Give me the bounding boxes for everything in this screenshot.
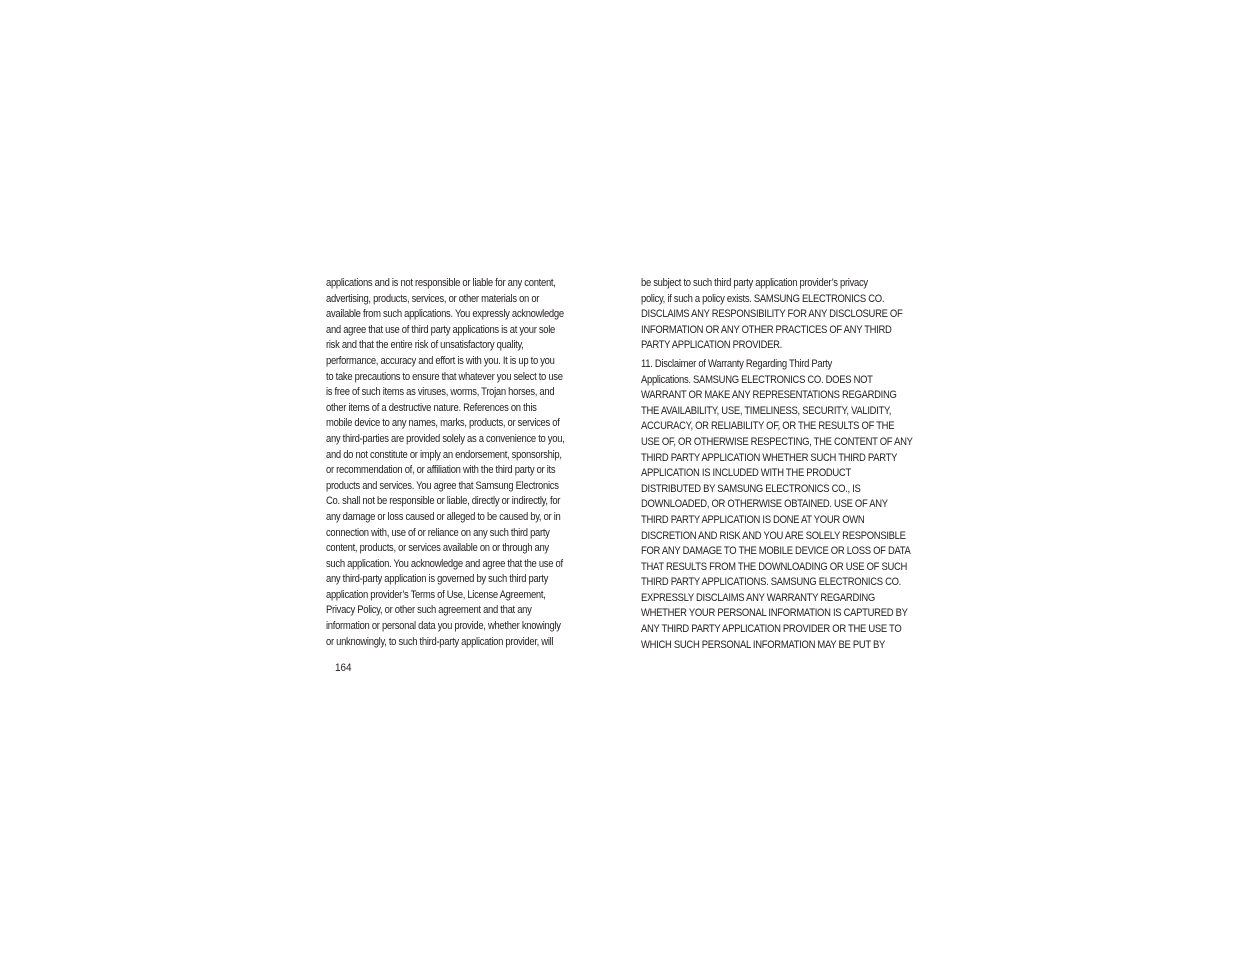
- text-line: Privacy Policy, or other such agreement and that any: [326, 604, 532, 617]
- text-line: products and services. You agree that Samsung Electronics: [326, 479, 559, 492]
- text-line: Applications. SAMSUNG ELECTRONICS CO. DOES NOT: [641, 373, 873, 386]
- right-column: [641, 276, 931, 653]
- text-line: FOR ANY DAMAGE TO THE MOBILE DEVICE OR LOSS OF DATA: [641, 545, 911, 558]
- text-line: or unknowingly, to such third-party application provider, will: [326, 635, 554, 648]
- text-line: ACCURACY, OR RELIABILITY OF, OR THE RESULTS OF THE: [641, 420, 895, 433]
- text-line: any third-party application is governed by such third party: [326, 573, 549, 586]
- text-line: any third-parties are provided solely as a convenience to you,: [326, 432, 565, 445]
- text-line: DISTRIBUTED BY SAMSUNG ELECTRONICS CO., IS: [641, 482, 861, 495]
- text-line: available from such applications. You expressly acknowledge: [326, 308, 564, 321]
- text-line: applications and is not responsible or liable for any content,: [326, 277, 556, 289]
- text-line: THIRD PARTY APPLICATION WHETHER SUCH THIRD PARTY: [641, 451, 898, 464]
- text-line: EXPRESSLY DISCLAIMS ANY WARRANTY REGARDING: [641, 591, 875, 604]
- text-line: content, products, or services available on or through any: [326, 542, 549, 555]
- privacy-paragraph: [641, 276, 931, 354]
- text-line: 11. Disclaimer of Warranty Regarding Third Party: [641, 357, 832, 370]
- text-line: WARRANT OR MAKE ANY REPRESENTATIONS REGARDING: [641, 389, 897, 402]
- warranty-disclaimer-paragraph: [641, 357, 931, 653]
- text-line: THIRD PARTY APPLICATIONS. SAMSUNG ELECTRONICS CO.: [641, 576, 902, 589]
- text-line: is free of such items as viruses, worms, Trojan horses, and: [326, 386, 555, 399]
- text-line: WHICH SUCH PERSONAL INFORMATION MAY BE PUT BY: [641, 638, 886, 651]
- text-line: and do not constitute or imply an endorsement, sponsorship,: [326, 448, 562, 461]
- text-line: any damage or loss caused or alleged to be caused by, or in: [326, 510, 561, 523]
- text-line: information or personal data you provide, whether knowingly: [326, 620, 561, 633]
- text-line: WHETHER YOUR PERSONAL INFORMATION IS CAPTURED BY: [641, 607, 908, 620]
- page-number: 164: [335, 662, 352, 674]
- text-line: such application. You acknowledge and agree that the use of: [326, 557, 563, 570]
- text-line: or recommendation of, or affiliation with the third party or its: [326, 464, 556, 477]
- text-line: THIRD PARTY APPLICATION IS DONE AT YOUR OWN: [641, 513, 865, 526]
- text-line: policy, if such a policy exists. SAMSUNG ELECTRONICS CO.: [641, 292, 885, 305]
- text-line: Co. shall not be responsible or liable, directly or indirectly, for: [326, 495, 561, 508]
- text-line: ANY THIRD PARTY APPLICATION PROVIDER OR THE USE TO: [641, 623, 902, 636]
- text-line: other items of a destructive nature. References on this: [326, 401, 537, 414]
- text-line: be subject to such third party application provider’s privacy: [641, 277, 868, 289]
- text-line: PARTY APPLICATION PROVIDER.: [641, 339, 782, 352]
- text-line: application provider’s Terms of Use, License Agreement,: [326, 588, 546, 601]
- text-line: to take precautions to ensure that whatever you select to use: [326, 370, 563, 383]
- text-line: USE OF, OR OTHERWISE RESPECTING, THE CONTENT OF ANY: [641, 435, 913, 448]
- text-line: APPLICATION IS INCLUDED WITH THE PRODUCT: [641, 467, 851, 480]
- text-line: performance, accuracy and effort is with you. It is up to you: [326, 354, 555, 367]
- text-line: connection with, use of or reliance on any such third party: [326, 526, 550, 539]
- text-line: THE AVAILABILITY, USE, TIMELINESS, SECURITY, VALIDITY,: [641, 404, 892, 417]
- text-line: THAT RESULTS FROM THE DOWNLOADING OR USE OF SUCH: [641, 560, 908, 573]
- text-line: and agree that use of third party applications is at your sole: [326, 323, 556, 336]
- text-line: DISCRETION AND RISK AND YOU ARE SOLELY RESPONSIBLE: [641, 529, 906, 542]
- text-line: INFORMATION OR ANY OTHER PRACTICES OF ANY THIRD: [641, 323, 892, 336]
- text-line: DISCLAIMS ANY RESPONSIBILITY FOR ANY DISCLOSURE OF: [641, 308, 903, 321]
- left-column: [326, 276, 616, 650]
- text-line: advertising, products, services, or other materials on or: [326, 292, 540, 305]
- text-line: risk and that the entire risk of unsatisfactory quality,: [326, 339, 524, 352]
- text-line: DOWNLOADED, OR OTHERWISE OBTAINED. USE OF ANY: [641, 498, 888, 511]
- text-line: mobile device to any names, marks, products, or services of: [326, 417, 560, 430]
